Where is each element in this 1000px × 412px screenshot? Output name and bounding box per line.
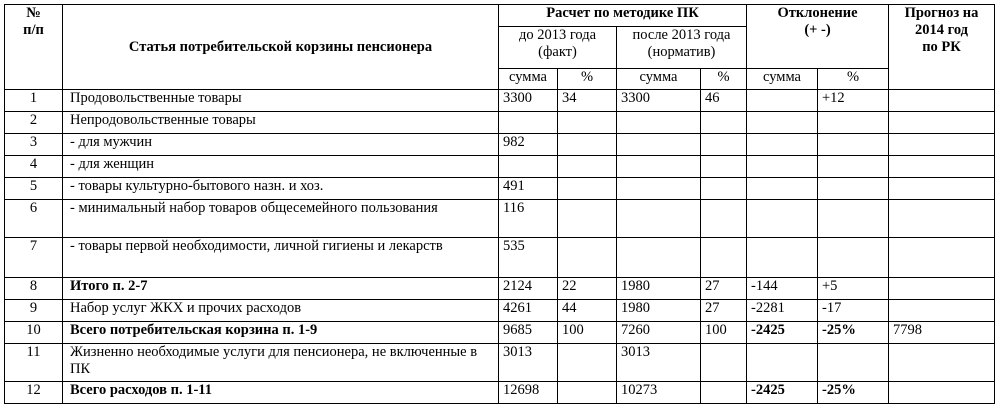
row-forecast (889, 300, 995, 322)
row-pct-before (558, 382, 617, 404)
table-row (5, 178, 995, 200)
row-sum-before: 3300 (499, 90, 558, 112)
header-sum-deviation: сумма (747, 69, 818, 90)
row-sum-before: 491 (499, 178, 558, 200)
row-deviation-sum (747, 178, 818, 200)
row-forecast (889, 112, 995, 134)
row-pct-after (701, 200, 747, 238)
row-forecast (889, 200, 995, 238)
header-calc-method: Расчет по методике ПК (499, 5, 747, 27)
row-pct-before: 34 (558, 90, 617, 112)
row-forecast (889, 156, 995, 178)
row-pct-after (701, 134, 747, 156)
header-number: № п/п (5, 5, 63, 90)
row-sum-before: 12698 (499, 382, 558, 404)
row-pct-after (701, 344, 747, 382)
row-sum-before: 4261 (499, 300, 558, 322)
row-sum-after (617, 200, 701, 238)
row-pct-before (558, 200, 617, 238)
row-deviation-sum (747, 134, 818, 156)
row-article: Набор услуг ЖКХ и прочих расходов (63, 300, 499, 322)
row-forecast (889, 382, 995, 404)
table-row (5, 112, 995, 134)
row-pct-before (558, 238, 617, 278)
row-article: - для мужчин (63, 134, 499, 156)
row-sum-after (617, 178, 701, 200)
row-deviation-sum (747, 238, 818, 278)
table-row (5, 134, 995, 156)
row-deviation-pct (818, 238, 889, 278)
header-forecast: Прогноз на 2014 год по РК (889, 5, 995, 90)
row-deviation-sum (747, 112, 818, 134)
row-sum-after (617, 238, 701, 278)
pension-basket-table (4, 4, 995, 404)
row-article: - товары культурно-бытового назн. и хоз. (63, 178, 499, 200)
row-forecast (889, 278, 995, 300)
table-row (5, 278, 995, 300)
row-pct-after: 27 (701, 278, 747, 300)
row-deviation-sum: -2281 (747, 300, 818, 322)
row-pct-after (701, 178, 747, 200)
header-sum-before: сумма (499, 69, 558, 90)
header-pct-deviation: % (818, 69, 889, 90)
row-deviation-sum: -2425 (747, 382, 818, 404)
row-deviation-pct: -17 (818, 300, 889, 322)
row-number: 9 (5, 300, 63, 322)
table-row (5, 238, 995, 278)
row-sum-after: 1980 (617, 278, 701, 300)
row-number: 12 (5, 382, 63, 404)
row-sum-before: 9685 (499, 322, 558, 344)
row-sum-after: 3013 (617, 344, 701, 382)
row-article: Непродовольственные товары (63, 112, 499, 134)
row-deviation-pct (818, 178, 889, 200)
row-pct-after (701, 156, 747, 178)
row-pct-before: 22 (558, 278, 617, 300)
row-deviation-pct: +5 (818, 278, 889, 300)
row-sum-before: 116 (499, 200, 558, 238)
table-row (5, 322, 995, 344)
row-number: 11 (5, 344, 63, 382)
row-forecast (889, 344, 995, 382)
row-pct-before: 44 (558, 300, 617, 322)
header-before-2013: до 2013 года (факт) (499, 27, 617, 69)
row-pct-before (558, 178, 617, 200)
row-deviation-sum (747, 90, 818, 112)
row-pct-after (701, 112, 747, 134)
row-sum-before (499, 156, 558, 178)
row-number: 2 (5, 112, 63, 134)
row-deviation-pct: +12 (818, 90, 889, 112)
row-sum-before: 2124 (499, 278, 558, 300)
row-deviation-sum (747, 200, 818, 238)
row-number: 4 (5, 156, 63, 178)
row-number: 7 (5, 238, 63, 278)
table-row (5, 200, 995, 238)
row-forecast (889, 90, 995, 112)
row-deviation-sum: -2425 (747, 322, 818, 344)
header-article: Статья потребительской корзины пенсионера (63, 5, 499, 90)
row-article: Жизненно необходимые услуги для пенсионера, не включенные в ПК (63, 344, 499, 382)
table-row (5, 90, 995, 112)
header-pct-before: % (558, 69, 617, 90)
row-forecast (889, 134, 995, 156)
row-sum-after: 3300 (617, 90, 701, 112)
row-pct-after (701, 238, 747, 278)
row-pct-after: 27 (701, 300, 747, 322)
row-sum-before (499, 112, 558, 134)
row-article: Всего расходов п. 1-11 (63, 382, 499, 404)
row-deviation-pct: -25% (818, 382, 889, 404)
row-number: 3 (5, 134, 63, 156)
row-deviation-sum: -144 (747, 278, 818, 300)
row-deviation-pct: -25% (818, 322, 889, 344)
row-deviation-pct (818, 134, 889, 156)
row-pct-before (558, 112, 617, 134)
row-sum-after: 7260 (617, 322, 701, 344)
row-sum-after (617, 112, 701, 134)
row-article: Итого п. 2-7 (63, 278, 499, 300)
row-article: - для женщин (63, 156, 499, 178)
row-pct-before (558, 156, 617, 178)
row-number: 6 (5, 200, 63, 238)
table-row (5, 344, 995, 382)
row-deviation-pct (818, 344, 889, 382)
header-deviation: Отклонение (+ -) (747, 5, 889, 69)
table-row (5, 156, 995, 178)
row-sum-after (617, 156, 701, 178)
table-row (5, 300, 995, 322)
row-pct-after: 100 (701, 322, 747, 344)
row-number: 8 (5, 278, 63, 300)
row-number: 1 (5, 90, 63, 112)
row-forecast: 7798 (889, 322, 995, 344)
row-sum-after: 1980 (617, 300, 701, 322)
row-pct-after: 46 (701, 90, 747, 112)
row-sum-before: 3013 (499, 344, 558, 382)
header-sum-after: сумма (617, 69, 701, 90)
row-forecast (889, 178, 995, 200)
row-sum-after (617, 134, 701, 156)
row-number: 5 (5, 178, 63, 200)
table-row (5, 382, 995, 404)
row-article: - товары первой необходимости, личной гигиены и лекарств (63, 238, 499, 278)
row-sum-before: 982 (499, 134, 558, 156)
row-pct-before (558, 344, 617, 382)
row-deviation-pct (818, 112, 889, 134)
row-deviation-pct (818, 156, 889, 178)
row-article: - минимальный набор товаров общесемейного пользования (63, 200, 499, 238)
row-pct-after (701, 382, 747, 404)
row-forecast (889, 238, 995, 278)
row-deviation-sum (747, 156, 818, 178)
row-sum-before: 535 (499, 238, 558, 278)
row-pct-before (558, 134, 617, 156)
row-number: 10 (5, 322, 63, 344)
row-pct-before: 100 (558, 322, 617, 344)
row-article: Всего потребительская корзина п. 1-9 (63, 322, 499, 344)
header-after-2013: после 2013 года (норматив) (617, 27, 747, 69)
header-pct-after: % (701, 69, 747, 90)
row-article: Продовольственные товары (63, 90, 499, 112)
row-deviation-pct (818, 200, 889, 238)
row-deviation-sum (747, 344, 818, 382)
row-sum-after: 10273 (617, 382, 701, 404)
